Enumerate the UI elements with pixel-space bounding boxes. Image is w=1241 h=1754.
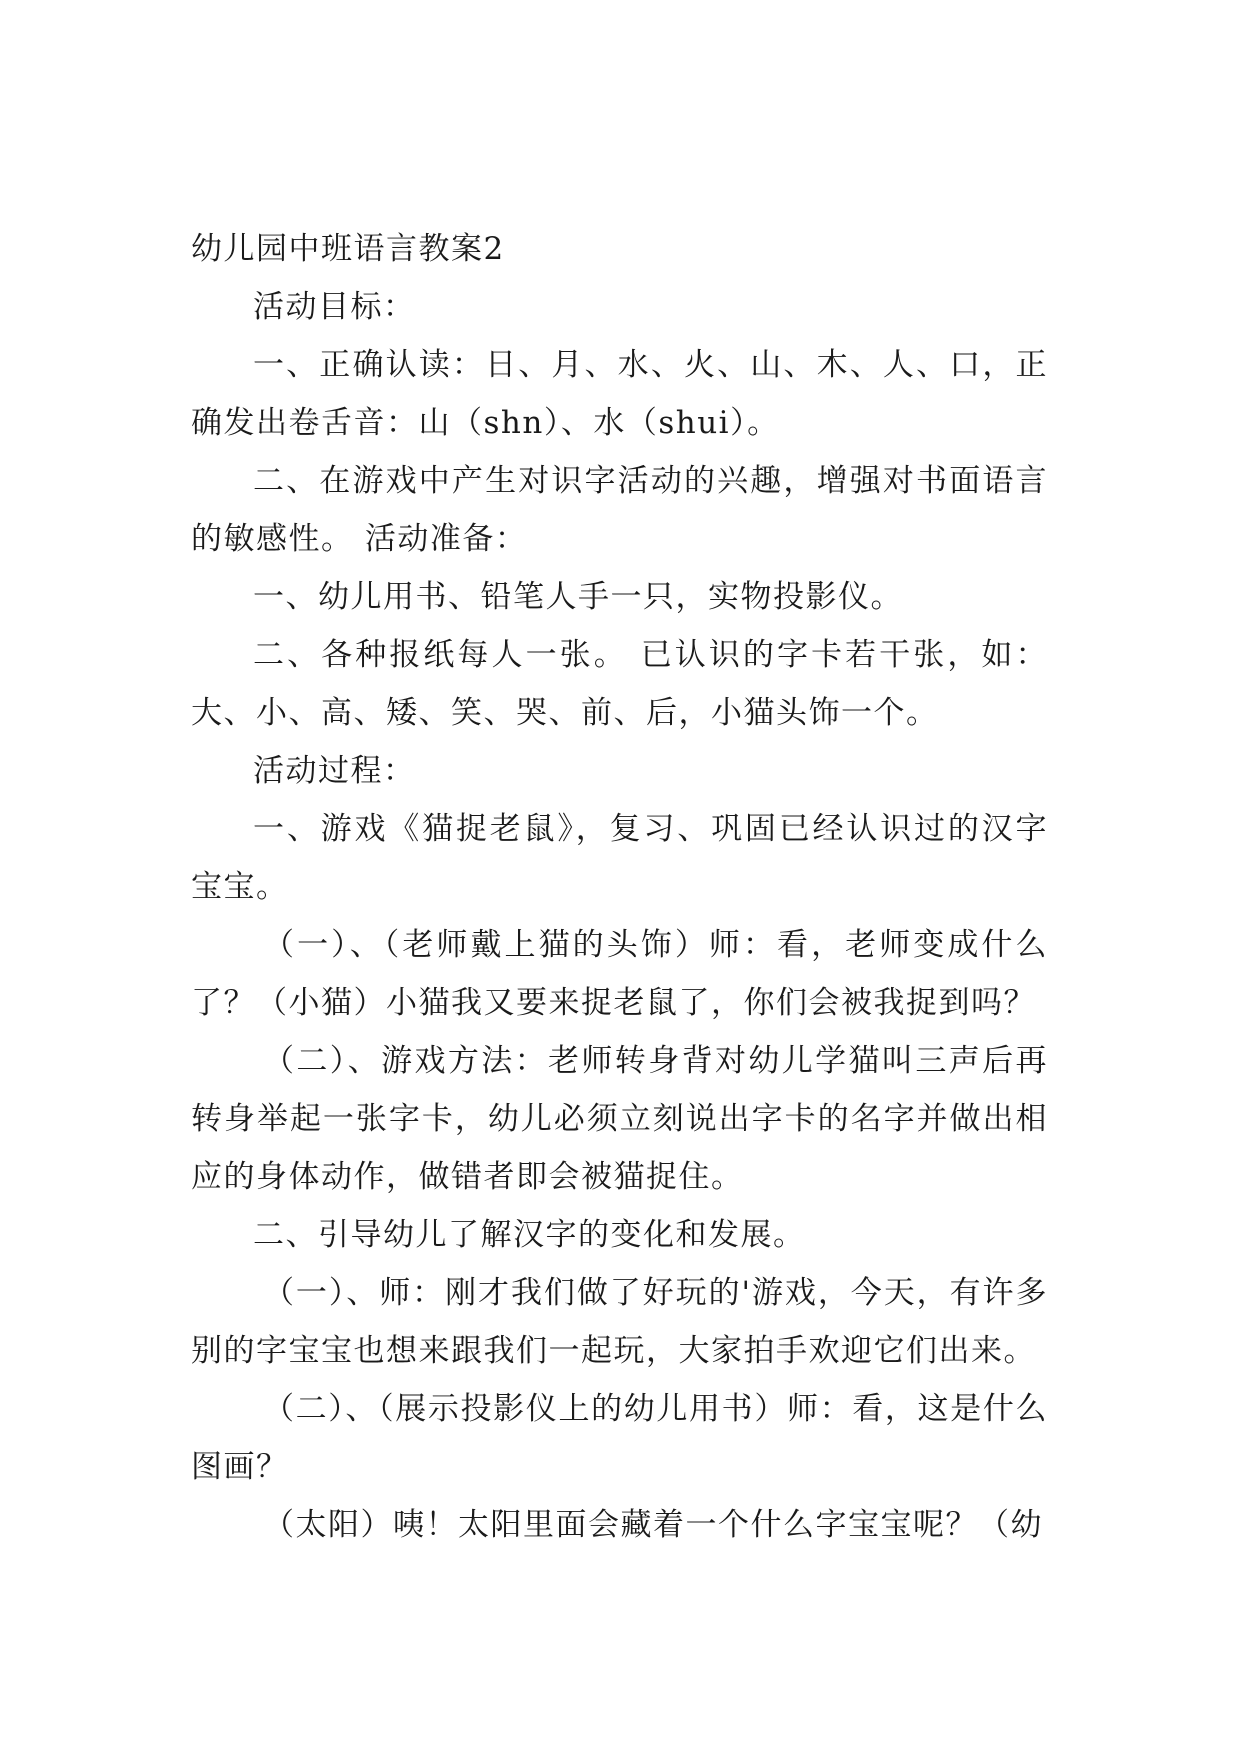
paragraph-goal-2: 二、在游戏中产生对识字活动的兴趣，增强对书面语言的敏感性。 活动准备： — [191, 463, 1048, 557]
paragraph-activity-goals-heading: 活动目标： — [253, 289, 416, 325]
paragraph-process-1: 一、游戏《猫捉老鼠》，复习、巩固已经认识过的汉字宝宝。 — [191, 811, 1048, 905]
paragraph-process-2-a: （一）、师：刚才我们做了好玩的'游戏，今天，有许多别的字宝宝也想来跟我们一起玩，大家拍手欢迎它们出来。 — [191, 1275, 1048, 1369]
document-title: 幼儿园中班语言教案2 — [191, 231, 505, 267]
paragraph-process-heading: 活动过程： — [253, 753, 416, 789]
paragraph-process-2-c: （太阳）咦！太阳里面会藏着一个什么字宝宝呢？（幼 — [263, 1507, 1043, 1543]
paragraph-goal-1: 一、正确认读：日、月、水、火、山、木、人、口，正确发出卷舌音：山（shn）、水（shui）。 — [191, 347, 1048, 441]
paragraph-prep-1: 一、幼儿用书、铅笔人手一只，实物投影仪。 — [253, 579, 903, 615]
paragraph-process-2-b: （二）、（展示投影仪上的幼儿用书）师：看，这是什么图画？ — [191, 1391, 1048, 1485]
paragraph-process-1-b: （二）、游戏方法：老师转身背对幼儿学猫叫三声后再转身举起一张字卡，幼儿必须立刻说出字卡的名字并做出相应的身体动作，做错者即会被猫捉住。 — [191, 1043, 1048, 1195]
paragraph-process-1-a: （一）、（老师戴上猫的头饰）师：看，老师变成什么了？（小猫）小猫我又要来捉老鼠了，你们会被我捉到吗？ — [191, 927, 1048, 1021]
paragraph-prep-2: 二、各种报纸每人一张。 已认识的字卡若干张，如：大、小、高、矮、笑、哭、前、后，小猫头饰一个。 — [191, 637, 1048, 731]
document-body — [191, 220, 1048, 1554]
paragraph-process-2: 二、引导幼儿了解汉字的变化和发展。 — [253, 1217, 806, 1253]
